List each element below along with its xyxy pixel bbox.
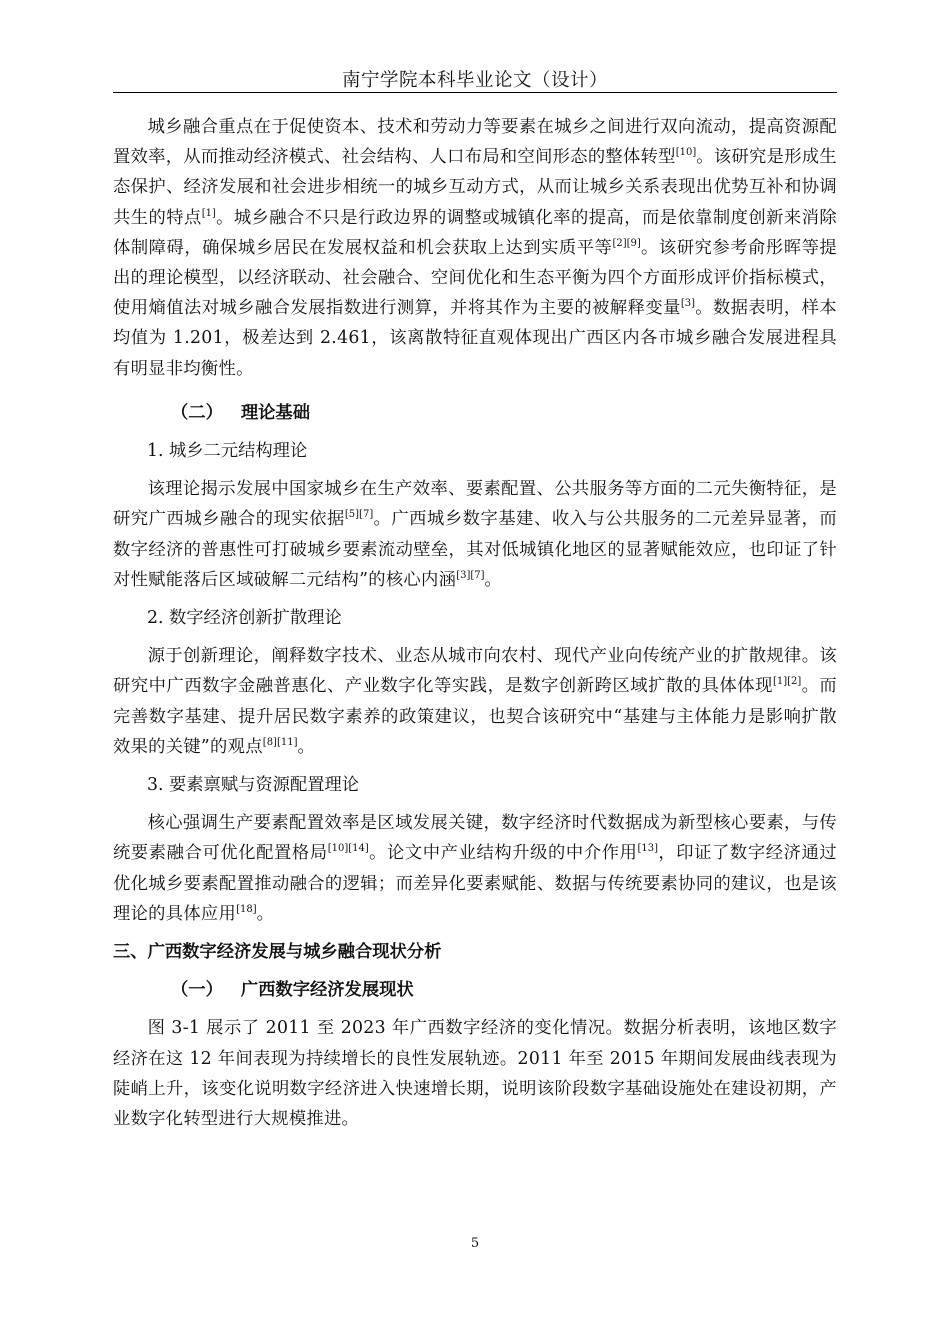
theory-item-1-heading: 1. 城乡二元结构理论 [147, 441, 308, 462]
subsection-title: 理论基础 [240, 402, 310, 423]
running-header: 南宁学院本科毕业论文（设计） [341, 70, 608, 91]
text-run: ，印证了数字经济通过优化城乡要素配置推动融合的逻辑；而差异化要素赋能、数据与传统要素协同的建议，也是该理论的具体应用 [113, 843, 837, 924]
text-run: 。广西城乡数字基建、收入与公共服务的二元差异显著，而数字经济的普惠性可打破城乡要素流动壁垒，其对低城镇化地区的显著赋能效应，也印证了针对性赋能落后区域破解二元结构”的核心内涵 [113, 509, 837, 590]
text-run: 。 [256, 903, 275, 924]
text-run: 。论文中产业结构升级的中介作用 [368, 843, 638, 864]
citation: [3][7] [456, 570, 485, 582]
paragraph-dual-structure [113, 474, 837, 595]
citation: [5][7] [344, 509, 374, 521]
citation: [1] [201, 207, 216, 219]
text-run: 核心强调生产要素配置效率是区域发展关键，数字经济时代数据成为新型核心要素，与传统要素融合可优化配置格局 [113, 813, 837, 864]
subsection-number: （一） [171, 980, 223, 1001]
citation: [1][2] [772, 676, 802, 688]
citation: [18] [236, 904, 257, 916]
citation: [2][9] [612, 238, 641, 250]
citation: [8][11] [262, 737, 298, 749]
text-run: 。数据表明，样本均值为 1.201，极差达到 2.461，该离散特征直观体现出广西区内各市城乡融合发展进程具有明显非均衡性。 [113, 298, 837, 379]
subsection-heading-digital-economy-status [113, 975, 837, 1005]
section-heading-status-analysis: 三、广西数字经济发展与城乡融合现状分析 [113, 942, 442, 963]
paragraph-urban-rural-integration [113, 112, 837, 384]
text-run: 。该研究是形成生态保护、经济发展和社会进步相统一的城乡互动方式，从而让城乡关系表现出优势互补和协调共生的特点 [113, 147, 837, 228]
theory-item-3-heading: 3. 要素禀赋与资源配置理论 [147, 775, 360, 796]
subsection-heading-theory [113, 398, 837, 428]
paragraph-factor-endowment [113, 808, 837, 929]
paragraph-innovation-diffusion [113, 641, 837, 762]
citation: [3] [680, 298, 696, 310]
theory-item-2-heading: 2. 数字经济创新扩散理论 [147, 608, 342, 629]
body-content [113, 112, 837, 1142]
text-run: 。城乡融合不只是行政边界的调整或城镇化率的提高，而是依靠制度创新来消除体制障碍，确保城乡居民在发展权益和机会获取上达到实质平等 [113, 207, 837, 258]
text-run: 。而完善数字基建、提升居民数字素养的政策建议，也契合该研究中“基建与主体能力是影响扩散效果的关键”的观点 [113, 676, 837, 757]
text-run: 。该研究参考俞彤晖等提出的理论模型，以经济联动、社会融合、空间优化和生态平衡为四个方面形成评价指标模式，使用熵值法对城乡融合发展指数进行测算，并将其作为主要的被解释变量 [113, 237, 837, 319]
text-run: 该理论揭示发展中国家城乡在生产效率、要素配置、公共服务等方面的二元失衡特征，是研究广西城乡融合的现实依据 [113, 479, 837, 530]
text-run: 。 [484, 569, 503, 590]
text-run: 。 [297, 736, 316, 757]
page-number: 5 [470, 1236, 480, 1251]
text-run: 城乡融合重点在于促使资本、技术和劳动力等要素在城乡之间进行双向流动，提高资源配置效率，从而推动经济模式、社会结构、人口布局和空间形态的整体转型 [113, 117, 837, 168]
subsection-number: （二） [171, 402, 223, 423]
subsection-title: 广西数字经济发展现状 [240, 980, 414, 1001]
citation: [10][14] [327, 843, 369, 855]
paragraph-figure-3-1-description: 图 3-1 展示了 2011 至 2023 年广西数字经济的变化情况。数据分析表明，该地区数字经济在这 12 年间表现为持续增长的良性发展轨迹。2011 年至 2015 年期间发展曲线表现为陡峭上升，该变化说明数字经济进入快速增长期，说明该阶段数字基础设施处在建设初期，产业数字化转型进行大规模推进。 [113, 1018, 837, 1130]
text-run: 源于创新理论，阐释数字技术、业态从城市向农村、现代产业向传统产业的扩散规律。该研究中广西数字金融普惠化、产业数字化等实践，是数字创新跨区域扩散的具体体现 [113, 646, 837, 697]
citation: [10] [675, 147, 697, 159]
header-rule [113, 92, 837, 93]
citation: [13] [637, 843, 659, 855]
